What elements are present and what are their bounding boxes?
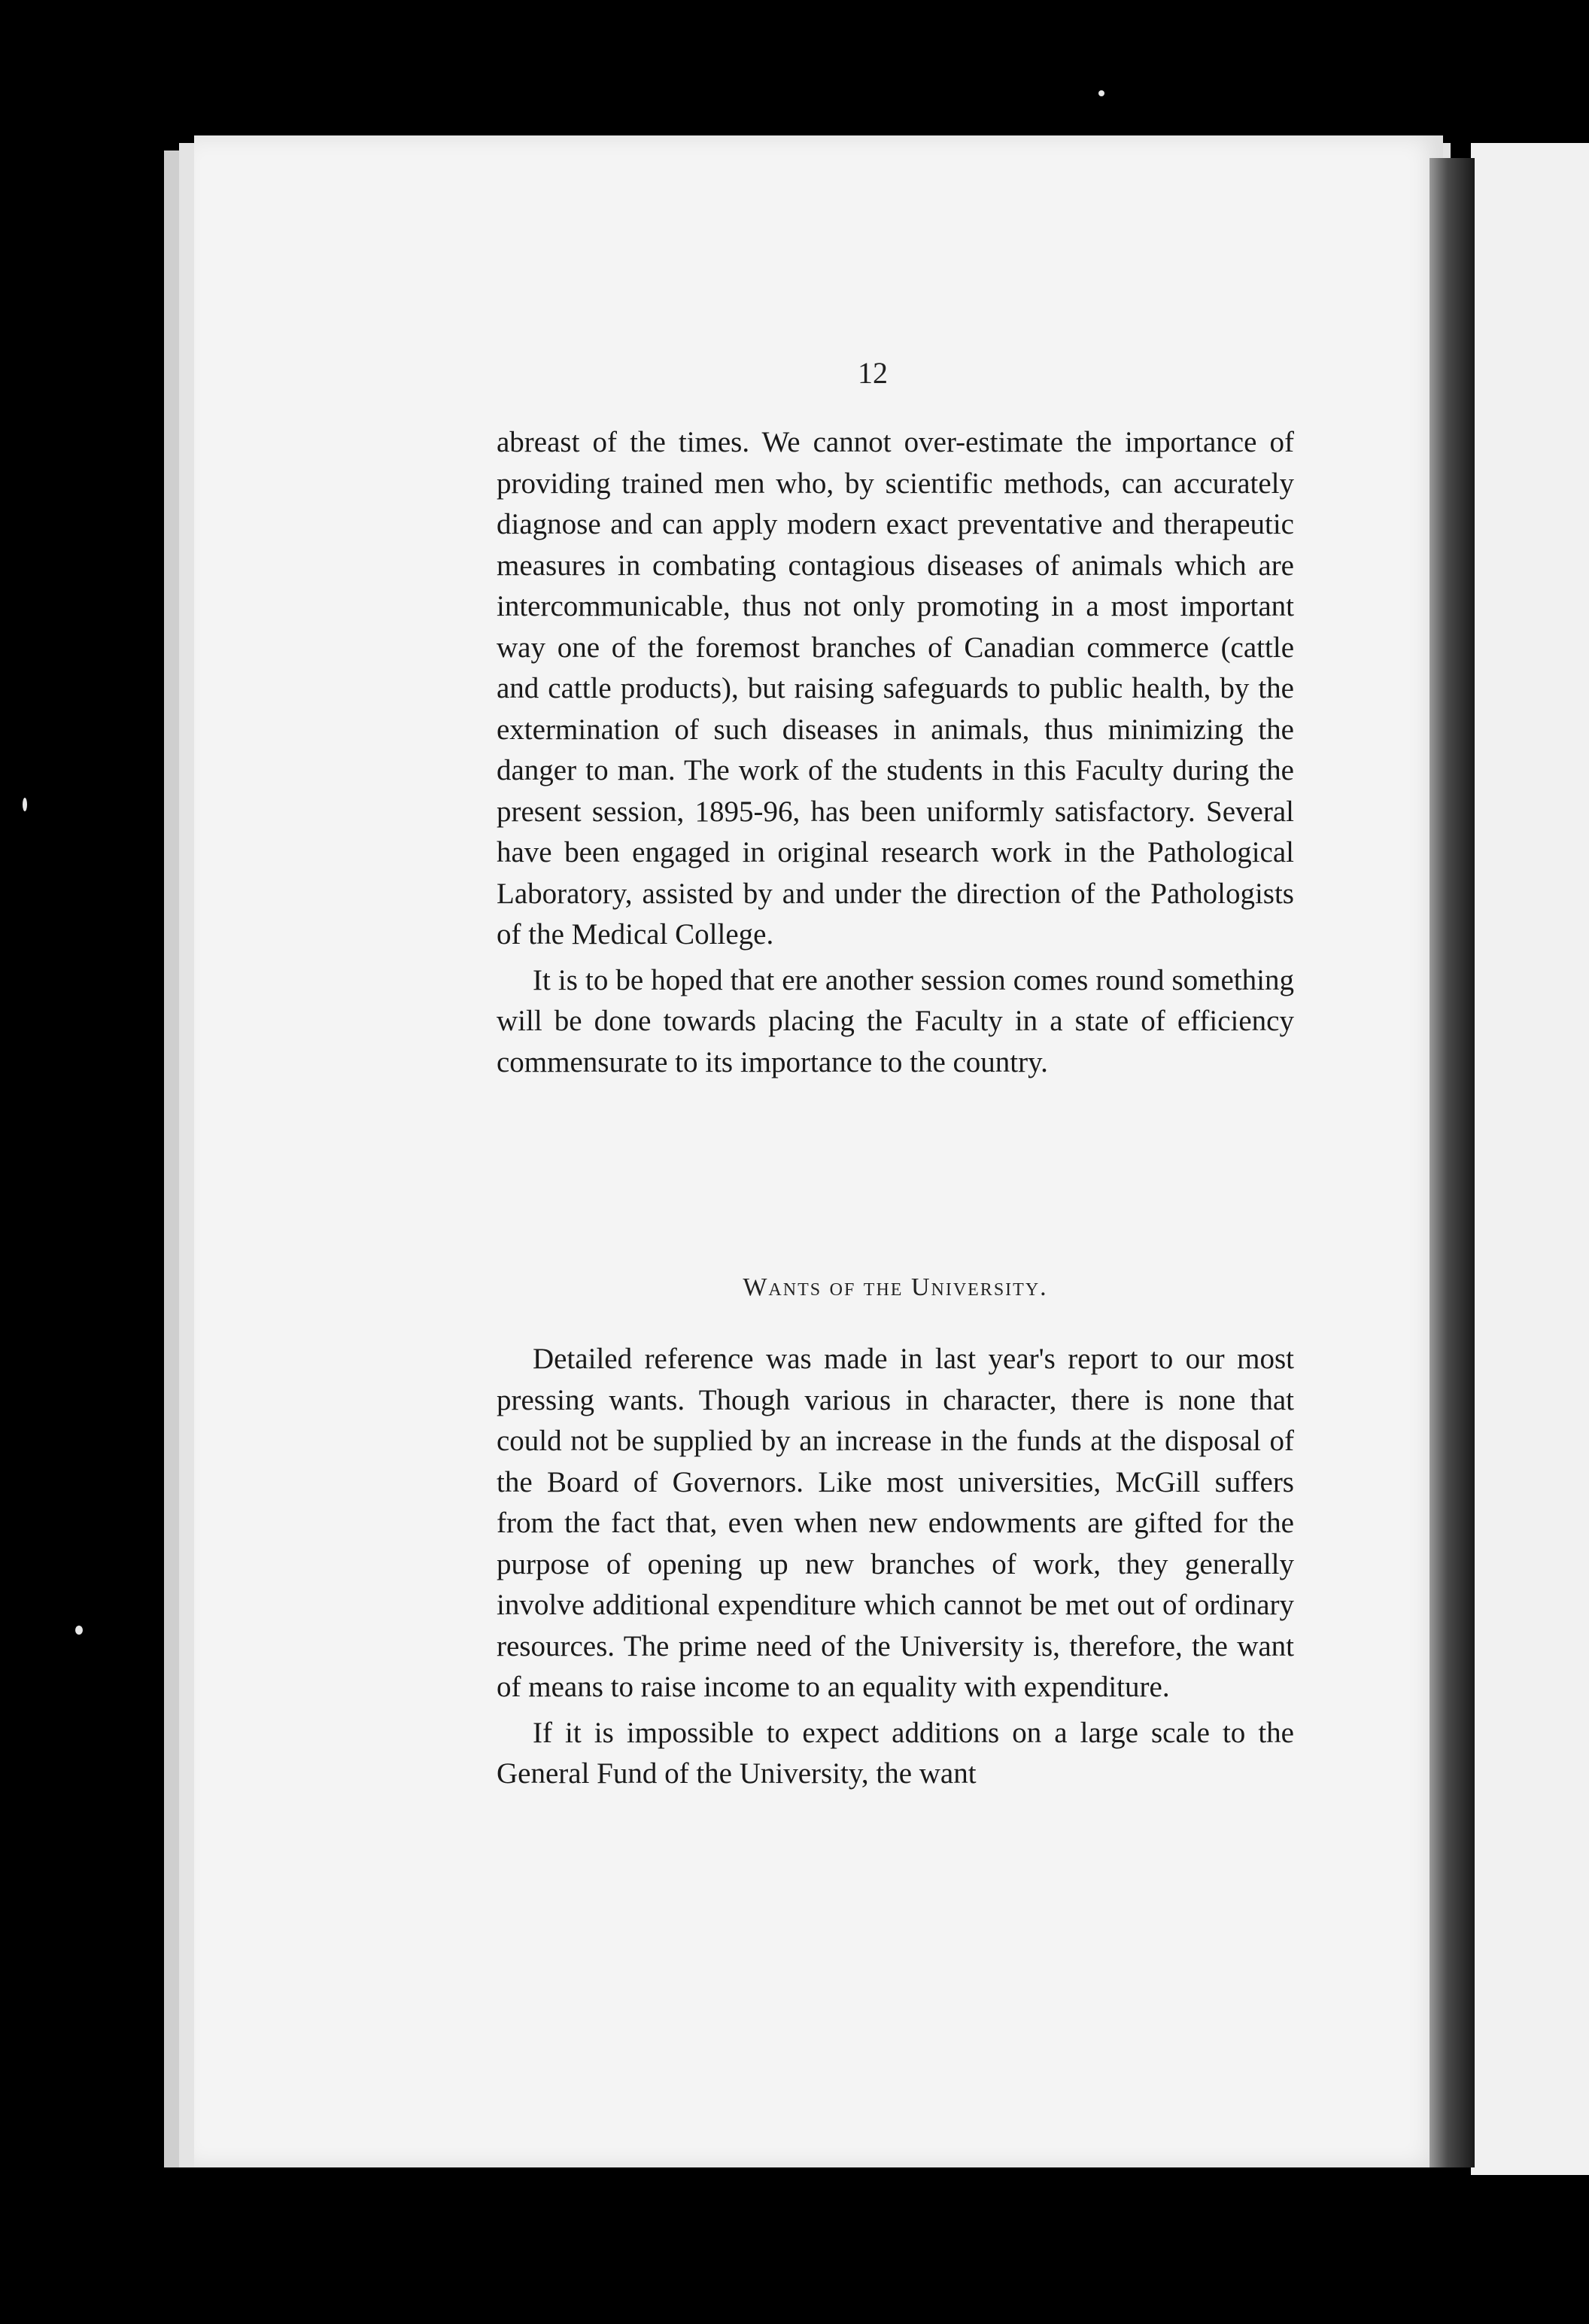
body-text-lower (497, 1339, 1294, 1795)
facing-page-edge (1471, 143, 1589, 2175)
paragraph: It is to be hoped that ere another session comes round something will be done towards placing the Faculty in a state of efficiency commensurate to its importance to the country. (497, 963, 1294, 1078)
section-heading: Wants of the University. (743, 1273, 1048, 1301)
body-text-upper (497, 422, 1294, 1083)
scan-speck (23, 798, 27, 811)
paragraph: If it is impossible to expect additions on a large scale to the General Fund of the University, the want (497, 1716, 1294, 1790)
book-gutter (1429, 158, 1475, 2167)
paragraph: abreast of the times. We cannot over-estimate the importance of providing trained men who, by scientific methods, can accurately diagnose and can apply modern exact preventative and therapeutic measures in combating contagious diseases of animals which are intercommunicable, thus not only promoting in a most important way one of the foremost branches of Canadian commerce (cattle and cattle products), but raising safeguards to public health, by the extermination of such diseases in animals, thus minimizing the danger to man. The work of the students in this Faculty during the present session, 1895-96, has been uniformly satisfactory. Several have been engaged in original research work in the Pathological Laboratory, assisted by and under the direction of the Pathologists of the Medical College. (497, 426, 1294, 951)
page-number: 12 (858, 356, 888, 390)
scan-speck (75, 1626, 83, 1635)
paragraph: Detailed reference was made in last year's report to our most pressing wants. Though various in character, there is none that could not be supplied by an increase in the funds at the disposal of the Board of Governors. Like most universities, McGill suffers from the fact that, even when new endowments are gifted for the purpose of opening up new branches of work, they generally involve additional expenditure which cannot be met out of ordinary resources. The prime need of the University is, therefore, the want of means to raise income to an equality with expenditure. (497, 1343, 1294, 1703)
scan-speck (1098, 90, 1104, 96)
